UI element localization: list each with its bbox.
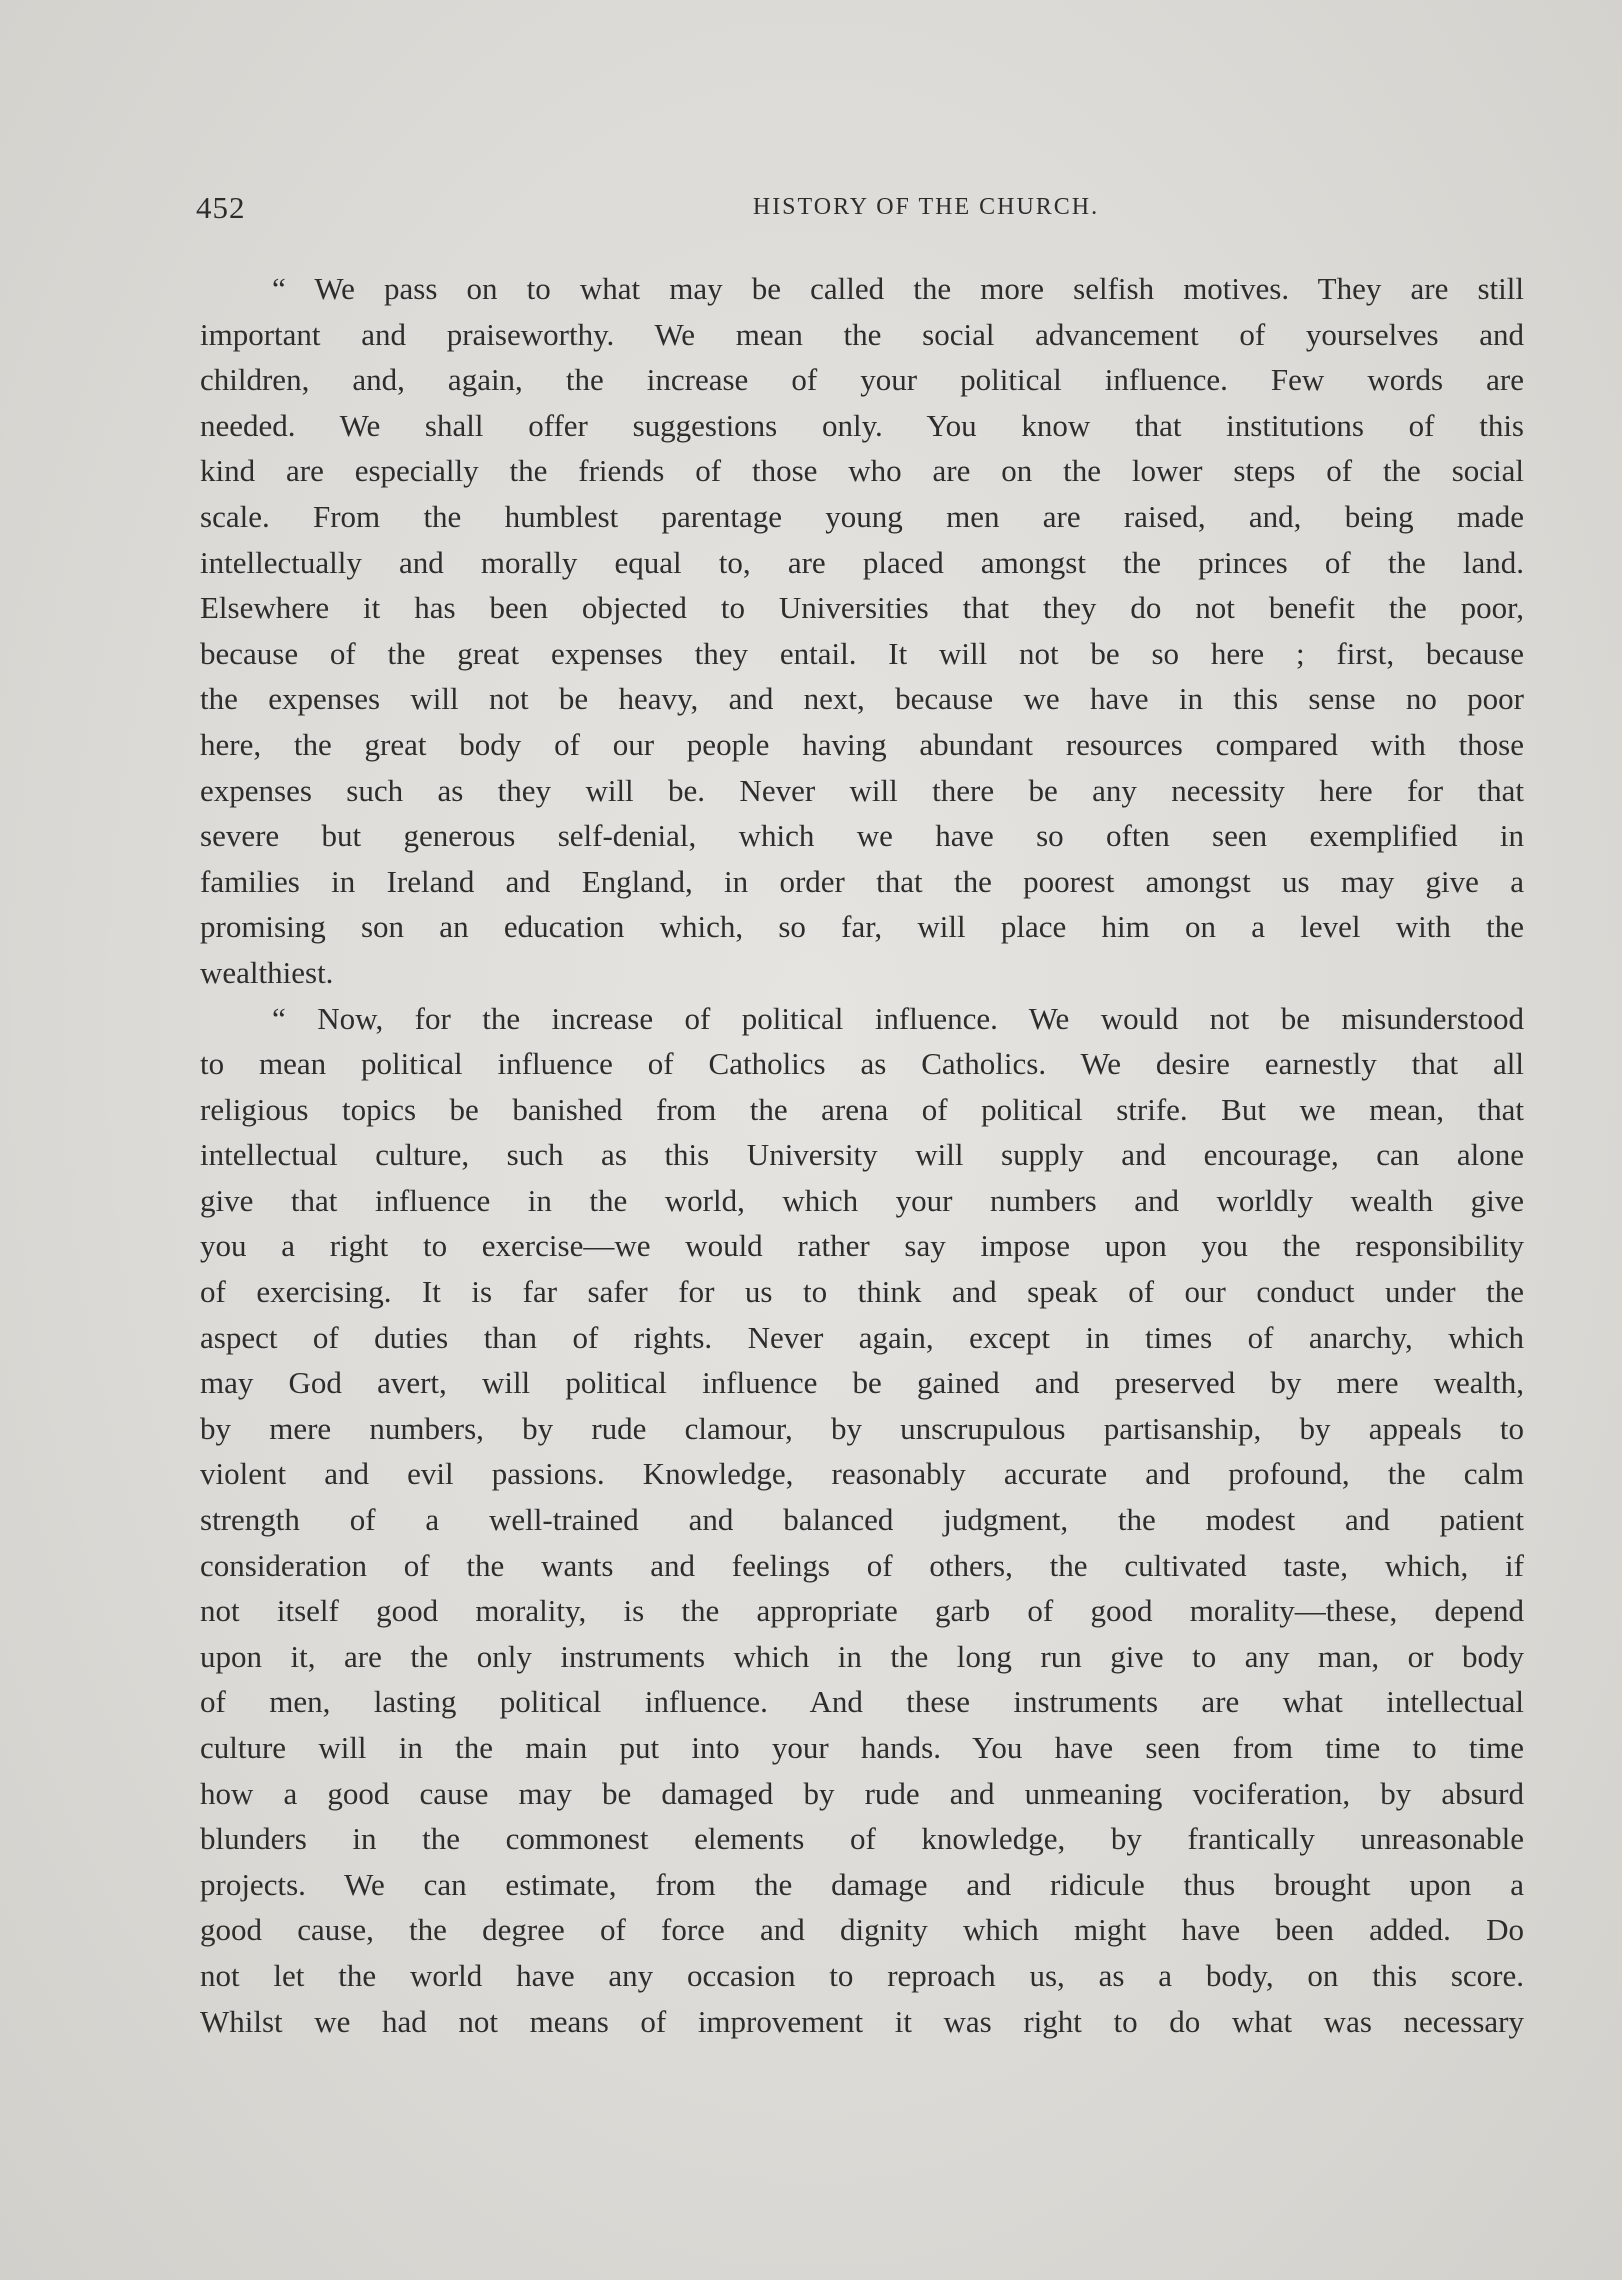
text-line: Whilst we had not means of improvement it was right to do what was necessary: [200, 2003, 1524, 2039]
text-line: “ Now, for the increase of political influence. We would not be misunderstood: [272, 1000, 1524, 1036]
text-line: not let the world have any occasion to reproach us, as a body, on this score.: [200, 1957, 1524, 1993]
text-line: because of the great expenses they entail. It will not be so here ; first, because: [200, 635, 1524, 671]
text-line: blunders in the commonest elements of knowledge, by frantically unreasonable: [200, 1821, 1524, 1857]
text-line: you a right to exercise—we would rather say impose upon you the responsibility: [200, 1228, 1524, 1264]
text-line: consideration of the wants and feelings of others, the cultivated taste, which, if: [200, 1547, 1524, 1583]
text-line: strength of a well-trained and balanced judgment, the modest and patient: [200, 1502, 1524, 1538]
text-line: may God avert, will political influence be gained and preserved by mere wealth,: [200, 1365, 1524, 1401]
text-line: “ We pass on to what may be called the more selfish motives. They are still: [272, 271, 1524, 306]
text-line: here, the great body of our people having abundant resources compared with those: [200, 726, 1524, 762]
text-line: families in Ireland and England, in order that the poorest amongst us may give a: [200, 863, 1524, 899]
text-line: good cause, the degree of force and dignity which might have been added. Do: [200, 1912, 1524, 1948]
text-line: severe but generous self-denial, which we have so often seen exemplified in: [200, 818, 1524, 854]
text-line: intellectual culture, such as this University will supply and encourage, can alone: [200, 1137, 1524, 1173]
text-line: to mean political influence of Catholics as Catholics. We desire earnestly that all: [200, 1046, 1524, 1082]
text-line: expenses such as they will be. Never will there be any necessity here for that: [200, 772, 1524, 808]
text-line: religious topics be banished from the arena of political strife. But we mean, that: [200, 1091, 1524, 1127]
text-line: children, and, again, the increase of your political influence. Few words are: [200, 362, 1524, 398]
text-line: needed. We shall offer suggestions only. You know that institutions of this: [200, 407, 1524, 443]
page-number: 452: [196, 190, 246, 225]
text-line: upon it, are the only instruments which in the long run give to any man, or body: [200, 1638, 1524, 1674]
text-line: intellectually and morally equal to, are placed amongst the princes of the land.: [200, 544, 1524, 580]
text-line: projects. We can estimate, from the damage and ridicule thus brought upon a: [200, 1866, 1524, 1902]
text-line: kind are especially the friends of those who are on the lower steps of the social: [200, 453, 1524, 489]
text-line: how a good cause may be damaged by rude and unmeaning vociferation, by absurd: [200, 1775, 1524, 1811]
text-line: wealthiest.: [200, 954, 334, 990]
text-line: Elsewhere it has been objected to Universities that they do not benefit the poor,: [200, 590, 1524, 626]
text-line: promising son an education which, so far, will place him on a level with the: [200, 909, 1524, 945]
text-line: give that influence in the world, which your numbers and worldly wealth give: [200, 1182, 1524, 1218]
body-text: [200, 266, 1524, 2044]
text-line: important and praiseworthy. We mean the social advancement of yourselves and: [200, 316, 1524, 352]
paragraph-selfish-motives: [200, 266, 1524, 996]
text-line: by mere numbers, by rude clamour, by unscrupulous partisanship, by appeals to: [200, 1410, 1524, 1446]
running-title: HISTORY OF THE CHURCH.: [752, 194, 1100, 220]
text-line: violent and evil passions. Knowledge, reasonably accurate and profound, the calm: [200, 1456, 1524, 1492]
text-line: of exercising. It is far safer for us to think and speak of our conduct under the: [200, 1274, 1524, 1310]
running-header: [196, 190, 1526, 230]
text-line: aspect of duties than of rights. Never again, except in times of anarchy, which: [200, 1319, 1524, 1355]
text-line: not itself good morality, is the appropriate garb of good morality—these, depend: [200, 1593, 1524, 1629]
text-line: the expenses will not be heavy, and next, because we have in this sense no poor: [200, 681, 1524, 717]
text-line: scale. From the humblest parentage young men are raised, and, being made: [200, 498, 1524, 534]
paragraph-political-influence: [200, 996, 1524, 2045]
text-line: culture will in the main put into your hands. You have seen from time to time: [200, 1730, 1524, 1765]
text-line: of men, lasting political influence. And these instruments are what intellectual: [200, 1684, 1524, 1720]
